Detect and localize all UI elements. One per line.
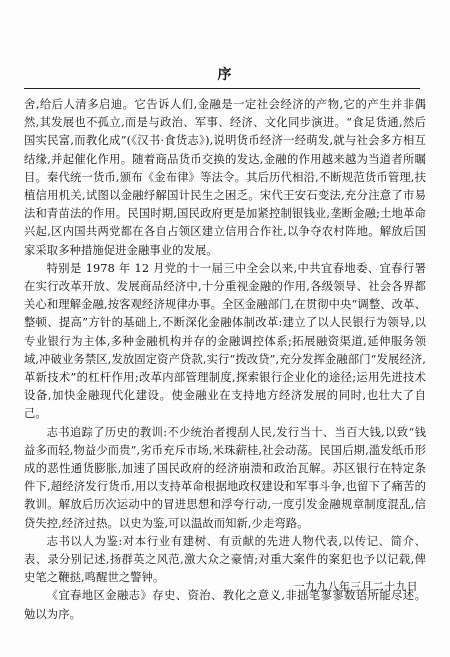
paragraph-2: 特别是 1978 年 12 月党的十一届三中全会以来,中共宜春地委、宜春行署在实行改革开放、发展商品经济中,十分重视金融的作用,各级领导、社会各界都关心和理解金融,按客观经济规律办事。全区金融部门,在贯彻中央“调整、改革、整顿、提高”方针的基础上,不断深化金融体制改革:建立了以人民银行为领导,以专业银行为主体,多种金融机构并存的金融调控体系;拓展融资渠道,延伸服务领域,冲破业务禁区,发放固定资产贷款,实行“拨改贷”,充分发挥金融部门“发展经济,革新技术”的杠杆作用;改革内部管理制度,探索银行企业化的途径;运用先进技术设备,加快金融现代化建设。使金融业在支持地方经济发展的同时,也壮大了自己。 xyxy=(24,261,426,421)
signoff-date: 一九九八年三月二十九日 xyxy=(293,580,418,593)
header-divider xyxy=(24,88,420,89)
paragraph-5: 《宜春地区金融志》存史、资治、教化之意义,非拙笔寥寥数语所能尽述。勉以为序。 xyxy=(24,589,426,621)
paragraph-1: 舍,给后人清多启迪。它告诉人们,金融是一定社会经济的产物,它的产生并非偶然,其发展也不孤立,而是与政治、军事、经济、文化同步演进。“食足货通,然后国实民富,而教化成”(《汉书·食货志》),说明货币经济一经萌发,就与社会多方相互结缘,并起催化作用。随着商品货币交换的发达,金融的作用越来越为当道者所瞩目。秦代统一货币,颁布《金布律》等法令。其后历代相沿,不断规范货币管理,扶植信用机关,试图以金融纾解国计民生之困乏。宋代王安石变法,充分注意了市易法和青苗法的作用。民国时期,国民政府更是加紧控制银钱业,垄断金融;土地革命兴起,区内国共两党都在各自占领区建立信用合作社,以争夺农村阵地。解放后国家采取多种措施促进金融事业的发展。 xyxy=(24,98,426,257)
paragraph-4: 志书以人为鉴:对本行业有建树、有贡献的先进人物代表,以传记、简介、表、录分别记述,扬群英之风范,激大众之豪情;对重大案件的案犯也予以记载,俾史笔之鞭挞,鸣醒世之警钟。 xyxy=(24,534,426,585)
paragraph-3: 志书追踪了历史的教训:不少统治者搜刮人民,发行当十、当百大钱,以致“钱益多而轻,物益少而贵”,劣币充斥市场,米珠薪桂,社会动荡。民国后期,滥发纸币形成的恶性通货膨胀,加速了国民政府的经济崩溃和政治瓦解。苏区银行在特定条件下,超经济发行货币,用以支持革命根据地政权建设和军事斗争,也留下了痛苦的教训。解放后历次运动中的冒进思想和浮夸行动,一度引发金融规章制度混乱,信贷失控,经济过热。以史为鉴,可以温故而知新,少走弯路。 xyxy=(24,425,426,530)
page-title: 序 xyxy=(217,67,233,83)
preface-body xyxy=(24,96,426,624)
